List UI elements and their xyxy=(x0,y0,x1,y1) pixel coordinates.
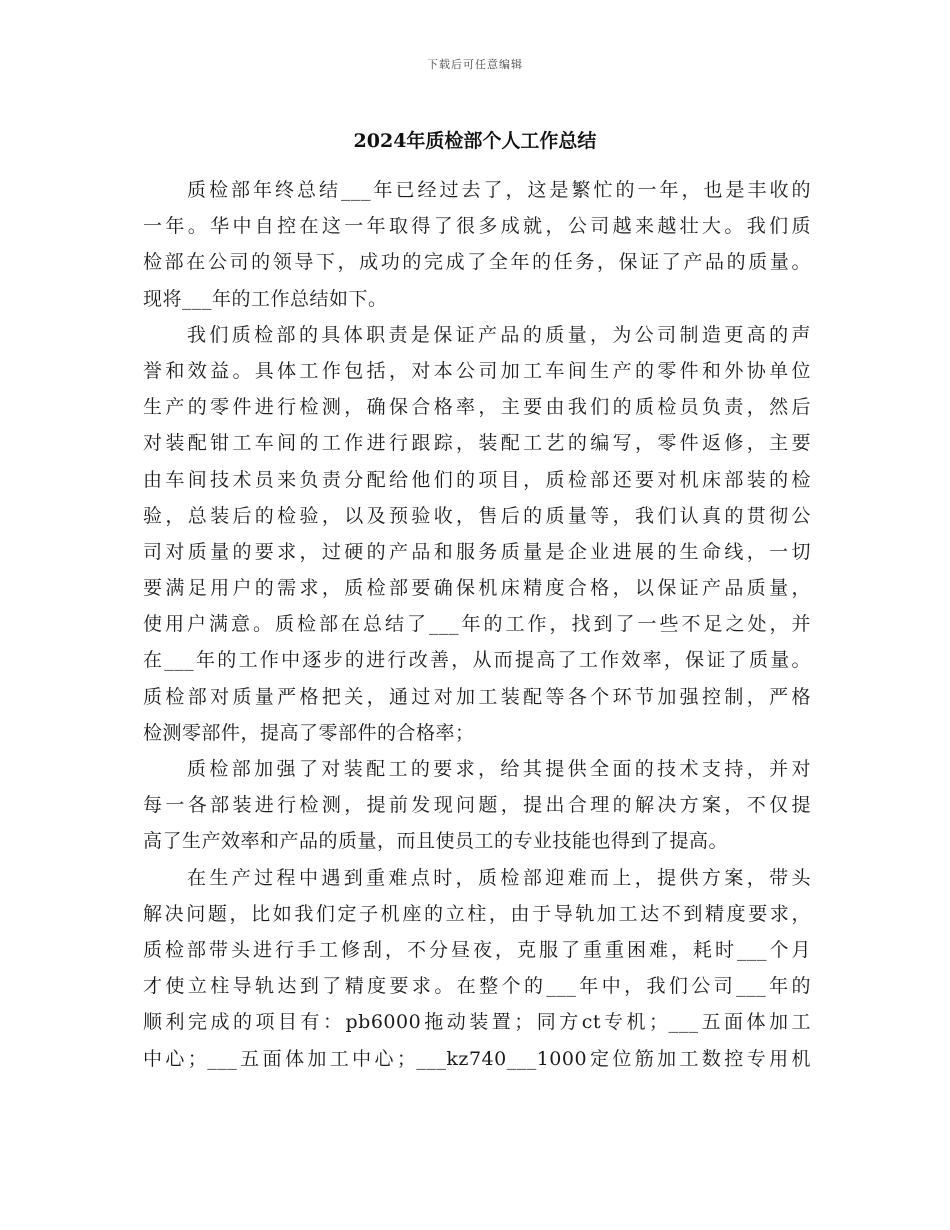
text-line: 生产的零件进行检测，确保合格率，主要由我们的质检员负责，然后 xyxy=(143,396,811,419)
text-line: 顺利完成的项目有：pb6000拖动装置；同方ct专机；___五面体加工 xyxy=(143,1011,811,1034)
text-line: 检测零部件，提高了零部件的合格率； xyxy=(143,721,475,744)
text-line: 高了生产效率和产品的质量，而且使员工的专业技能也得到了提高。 xyxy=(143,830,729,853)
text-line: 由车间技术员来负责分配给他们的项目，质检部还要对机床部装的检 xyxy=(143,468,811,491)
text-line: 每一各部装进行检测，提前发现问题，提出合理的解决方案，不仅提 xyxy=(143,794,811,817)
text-line: 检部在公司的领导下，成功的完成了全年的任务，保证了产品的质量。 xyxy=(143,251,811,274)
text-line: 现将___年的工作总结如下。 xyxy=(143,287,388,310)
text-line: 质检部加强了对装配工的要求，给其提供全面的技术支持，并对 xyxy=(187,758,811,780)
text-line: 在___年的工作中逐步的进行改善，从而提高了工作效率，保证了质量。 xyxy=(143,649,811,672)
document-body xyxy=(143,172,811,1077)
text-line: 我们质检部的具体职责是保证产品的质量，为公司制造更高的声 xyxy=(187,323,811,346)
text-line: 一年。华中自控在这一年取得了很多成就，公司越来越壮大。我们质 xyxy=(143,215,811,238)
page-header: 下载后可任意编辑 xyxy=(427,58,523,71)
text-line: 誉和效益。具体工作包括，对本公司加工车间生产的零件和外协单位 xyxy=(143,359,811,382)
text-line: 质检部年终总结___年已经过去了，这是繁忙的一年，也是丰收的 xyxy=(187,179,811,201)
text-line: 验，总装后的检验，以及预验收，售后的质量等，我们认真的贯彻公 xyxy=(143,504,811,527)
text-line: 司对质量的要求，过硬的产品和服务质量是企业进展的生命线，一切 xyxy=(143,540,811,563)
page-title: 2024年质检部个人工作总结 xyxy=(353,130,597,152)
text-line: 质检部带头进行手工修刮，不分昼夜，克服了重重困难，耗时___个月 xyxy=(143,938,811,961)
text-line: 在生产过程中遇到重难点时，质检部迎难而上，提供方案，带头 xyxy=(187,866,811,889)
text-line: 质检部对质量严格把关，通过对加工装配等各个环节加强控制，严格 xyxy=(143,685,811,708)
text-line: 使用户满意。质检部在总结了___年的工作，找到了一些不足之处，并 xyxy=(143,613,811,636)
text-line: 解决问题，比如我们定子机座的立柱，由于导轨加工达不到精度要求， xyxy=(143,902,811,925)
text-line: 中心；___五面体加工中心；___kz740___1000定位筋加工数控专用机 xyxy=(143,1047,811,1070)
text-line: 对装配钳工车间的工作进行跟踪，装配工艺的编写，零件返修，主要 xyxy=(143,432,811,455)
text-line: 才使立柱导轨达到了精度要求。在整个的___年中，我们公司___年的 xyxy=(143,975,811,998)
text-line: 要满足用户的需求，质检部要确保机床精度合格，以保证产品质量， xyxy=(143,577,811,600)
